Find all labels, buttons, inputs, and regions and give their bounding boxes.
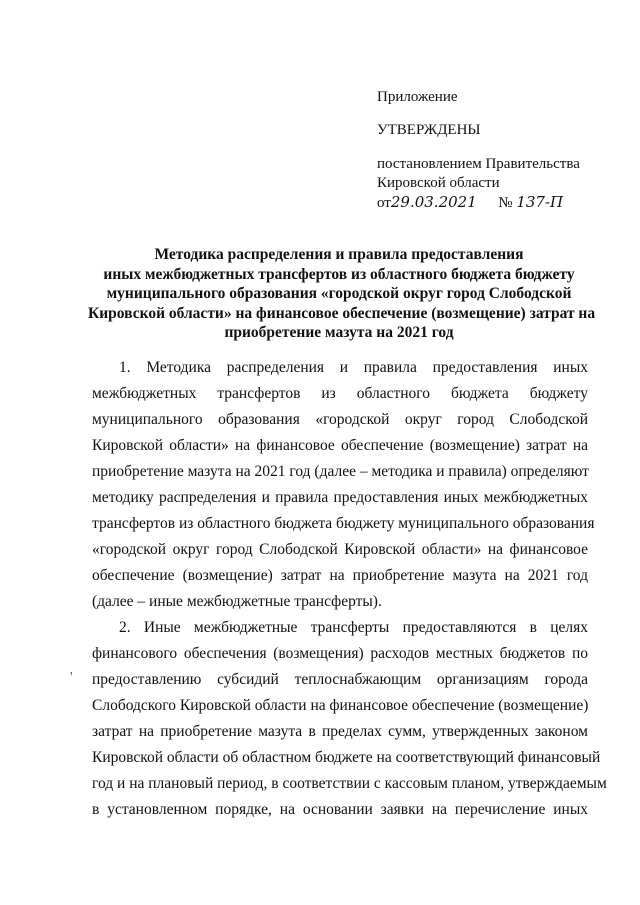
paragraph-line: 2. Иные межбюджетные трансферты предоставляются в целях <box>119 619 588 636</box>
handwritten-date: 29.03.2021 <box>390 193 477 211</box>
paragraph-line: затрат на приобретение мазута в пределах сумм, утвержденных законом <box>92 723 588 740</box>
title-line: муниципального образования «городской округ город Слободской <box>106 285 572 302</box>
paragraph-line: методику распределения и правила предоставления иных межбюджетных <box>92 489 588 506</box>
paragraph-line: год и на плановый период, в соответствии с кассовым планом, утверждаемым <box>92 775 607 792</box>
document-title <box>88 245 596 343</box>
margin-mark: ' <box>70 670 73 685</box>
paragraph-line: (далее – иные межбюджетные трансферты). <box>92 593 382 610</box>
title-line: Кировской области» на финансовое обеспечение (возмещение) затрат на <box>88 304 596 322</box>
paragraph-line: Слободского Кировской области на финансовое обеспечение (возмещение) <box>92 697 589 714</box>
paragraph-line: 1. Методика распределения и правила предоставления иных <box>119 359 588 376</box>
paragraph-line: трансфертов из областного бюджета бюджету муниципального образования <box>92 515 595 532</box>
approved-label: УТВЕРЖДЕНЫ <box>377 122 481 138</box>
annex-label: Приложение <box>377 89 458 105</box>
paragraph-line: Кировской области об областном бюджете на соответствующий финансовый <box>92 749 601 766</box>
title-line: иных межбюджетных трансфертов из областного бюджета бюджету <box>103 265 575 283</box>
paragraph-line: предоставлению субсидий теплоснабжающим организациям города <box>92 671 588 688</box>
number-prefix: № <box>498 195 513 211</box>
paragraph-line: обеспечение (возмещение) затрат на приобретение мазута на 2021 год <box>92 567 588 584</box>
title-line: приобретение мазута на 2021 год <box>224 324 454 341</box>
paragraph-line: Кировской области» на финансовое обеспечение (возмещение) затрат на <box>92 437 588 454</box>
title-line: Методика распределения и правила предоставления <box>154 246 524 263</box>
paragraph-line: в установленном порядке, на основании заявки на перечисление иных <box>92 801 588 818</box>
paragraph-line: «городской округ город Слободской Кировской области» на финансовое <box>92 541 588 558</box>
approval-date-line <box>377 193 563 213</box>
paragraph-line: межбюджетных трансфертов из областного бюджета бюджету <box>92 385 588 402</box>
approved-by-line-2: Кировской области <box>377 175 500 191</box>
approved-by-line-1: постановлением Правительства <box>377 156 580 172</box>
paragraph-line: приобретение мазута на 2021 год (далее – методика и правила) определяют <box>92 463 589 480</box>
handwritten-number: 137-П <box>516 193 564 211</box>
paragraph-line: муниципального образования «городской округ город Слободской <box>92 411 588 428</box>
date-prefix: от <box>377 195 391 211</box>
paragraph-line: финансового обеспечения (возмещения) расходов местных бюджетов по <box>92 645 588 662</box>
